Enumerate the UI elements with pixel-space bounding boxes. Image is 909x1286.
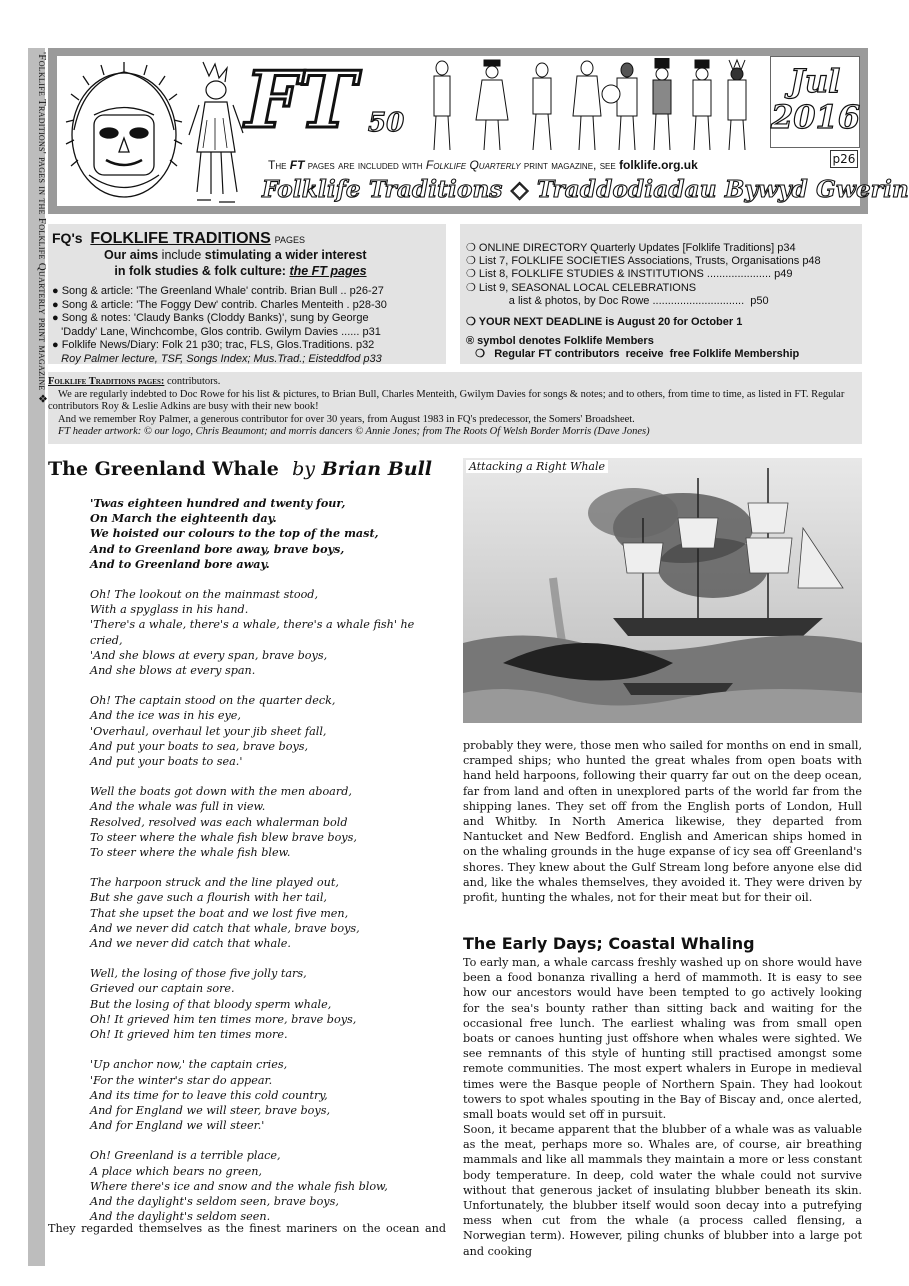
body-paragraph: To early man, a whale carcass freshly washed up on shore would have been a food bonanza rivalling a herd of mammoth. It is easy to see how our ancestors would have been tempted to go actively looking for the sea's bounty rather than sitting back and waiting for the occasional free lunch. The earliest whaling was from small open boats or canoes hunting just offshore when whales were sighted. We see remnants of this style of hunting still practised amongst some remote communities. The most expert whalers in Europe in medieval times were the Basque people of Northern Spain. They had lookout towers to spot whales spouting in the Bay of Biscay and, once alerted, small boats would set off in pursuit.: [463, 956, 862, 1122]
stanza: 'Up anchor now,' the captain cries, 'For the winter's star do appear. And its time for to leave this cold country, And for England we will steer, brave boys, And for England we will steer.': [90, 1058, 331, 1133]
website-link[interactable]: folklife.org.uk: [619, 158, 698, 172]
list-item[interactable]: ❍ List 8, FOLKLIFE STUDIES & INSTITUTIONS ..................... p49: [466, 268, 793, 281]
whaling-illustration: [463, 458, 862, 723]
list-item[interactable]: ❍ ONLINE DIRECTORY Quarterly Updates [Folklife Traditions] p34: [466, 242, 796, 254]
song-lyrics: [90, 496, 440, 1239]
list-item[interactable]: Roy Palmer lecture, TSF, Songs Index; Mus.Trad.; Eisteddfod p33: [52, 352, 382, 365]
article-title: The Greenland Whale by Brian Bull: [48, 458, 433, 480]
contents-heading: FQ's FOLKLIFE TRADITIONS pages: [52, 230, 306, 247]
list-item[interactable]: ● Folklife News/Diary: Folk 21 p30; trac, FLS, Glos.Traditions. p32: [52, 339, 375, 351]
contents-list: [52, 285, 387, 366]
aims-statement: Our aims include stimulating a wider interest in folk studies & folk culture: the FT pages: [104, 248, 367, 278]
list-item[interactable]: ● Song & notes: 'Claudy Banks (Cloddy Banks)', sung by George: [52, 312, 369, 324]
stanza: 'Twas eighteen hundred and twenty four, On March the eighteenth day. We hoisted our colours to the top of the mast, And to Greenland bore away, brave boys, And to Greenland bore away.: [90, 496, 379, 571]
list-item[interactable]: ❍ List 9, SEASONAL LOCAL CELEBRATIONS: [466, 281, 697, 294]
header-tagline: Folklife Traditions ◇ Traddodiadau Bywyd Gwerin: [262, 176, 909, 203]
stanza: Well the boats got down with the men aboard, And the whale was full in view. Resolved, resolved was each whalerman bold To steer where the whale fish blew brave boys, To steer where the whale fish blew.: [90, 785, 357, 860]
stanza: The harpoon struck and the line played out, But she gave such a flourish with her tail, That she upset the boat and we lost five men, And we never did catch that whale, brave boys, And we never did catch that whale.: [90, 876, 360, 951]
regular-contributors-note: ❍ Regular FT contributors receive free Folklife Membership: [466, 348, 800, 361]
symbol-note: ® symbol denotes Folklife Members: [466, 335, 654, 348]
stanza: Well, the losing of those five jolly tars, Grieved our captain sore. But the losing of that bloody sperm whale, Oh! It grieved him ten times more, brave boys, Oh! It grieved him ten times more.: [90, 967, 357, 1042]
list-item[interactable]: a list & photos, by Doc Rowe .............................. p50: [466, 294, 769, 307]
list-item[interactable]: ❍ List 7, FOLKLIFE SOCIETIES Associations, Trusts, Organisations p48: [466, 255, 821, 268]
list-item[interactable]: ● Song & article: 'The Greenland Whale' contrib. Brian Bull .. p26-27: [52, 285, 384, 297]
issue-number: 50: [368, 108, 405, 138]
morris-dancer-figure-1: [185, 60, 247, 210]
body-paragraph: probably they were, those men who sailed for months on end in small, cramped ships; who hunted the great whales from open boats with hand held harpoons, following their quarry far out on the deep ocean, far from land and often in unexplored parts of the world far from the shipping lanes. They set off from the English ports of London, Hull and Whitby. In North America likewise, they departed from Nantucket and New Bedford. English and American ships homed in on the whaling grounds in the huge expanse of icy sea off Greenland's shores. They knew about the Gulf Stream long before anyone else did and, like the whales themselves, they avoided it. They were driven by profit, hunting the whales, not for their meat but for their oil.: [463, 739, 863, 905]
stanza: Oh! The captain stood on the quarter deck, And the ice was in his eye, 'Overhaul, overhaul let your jib sheet fall, And put your boats to sea, brave boys, And put your boats to sea.': [90, 694, 336, 769]
contributors-credits: Folklife Traditions pages: contributors. We are regularly indebted to Doc Rowe for his list & pictures, to Brian Bull, Charles Menteith, Gwilym Davies for songs & notes; and to others, from time to time, as listed in FT. Regular contributors Roy & Leslie Adkins are busy with their new book! And we remember Roy Palmer, a generous contributor for over 30 years, from August 1983 in FQ's predecessor, the Somers' Broadsheet. FT header artwork: © our logo, Chris Beaumont; and morris dancers © Annie Jones; from The Roots Of Welsh Border Morris (Dave Jones): [48, 372, 862, 444]
page-number: p26: [830, 150, 858, 168]
stanza: Oh! The lookout on the mainmast stood, With a spyglass in his hand. 'There's a whale, there's a whale, there's a whale fish' he cried, 'And she blows at every span, brave boys, And she blows at every span.: [90, 588, 415, 678]
ft-logo: FT: [245, 55, 355, 146]
list-item[interactable]: ● Song & article: 'The Foggy Dew' contrib. Charles Menteith . p28-30: [52, 298, 387, 311]
body-paragraph-left: They regarded themselves as the finest mariners on the ocean and: [48, 1222, 446, 1235]
sidebar-text: 'Folklife Traditions' pages in the Folklife Quarterly print magazine ❖: [36, 52, 48, 404]
deadline-note: ❍ YOUR NEXT DEADLINE is August 20 for October 1: [466, 316, 743, 329]
stanza: Oh! Greenland is a terrible place, A place which bears no green, Where there's ice and snow and the whale fish blow, And the daylight's seldom seen, brave boys, And the daylight's seldom seen.: [90, 1149, 388, 1224]
issue-month: Jul: [789, 62, 841, 100]
body-paragraph: Soon, it became apparent that the blubber of a whale was as valuable as the meat, perhaps more so. Whales are, of course, air breathing mammals and like all mammals they maintain a more or less constant body temperature. In deep, cold water the whale could not survive without that generous jacket of insulating blubber beneath its skin. Unfortunately, the blubber itself would soon decay into a putrefying mess when cut from the whale (a process called flensing, a Norwegian term). However, piling chunks of blubber into a large pot and cooking: [463, 1123, 862, 1258]
green-man-mask-illustration: [64, 60, 184, 205]
issue-date-box: [770, 56, 860, 148]
morris-dancers-group-illustration: [425, 58, 760, 156]
section-heading: The Early Days; Coastal Whaling: [463, 934, 755, 953]
list-item[interactable]: 'Daddy' Lane, Winchcombe, Glos contrib. Gwilym Davies ...... p31: [52, 325, 381, 338]
header-subtitle: The FT pages are included with Folklife Quarterly print magazine, see folklife.org.uk: [268, 158, 698, 172]
issue-year: 2016: [771, 98, 861, 136]
directory-list: [466, 242, 821, 362]
whaling-ship-image: [463, 458, 862, 723]
image-caption: Attacking a Right Whale: [466, 460, 608, 473]
